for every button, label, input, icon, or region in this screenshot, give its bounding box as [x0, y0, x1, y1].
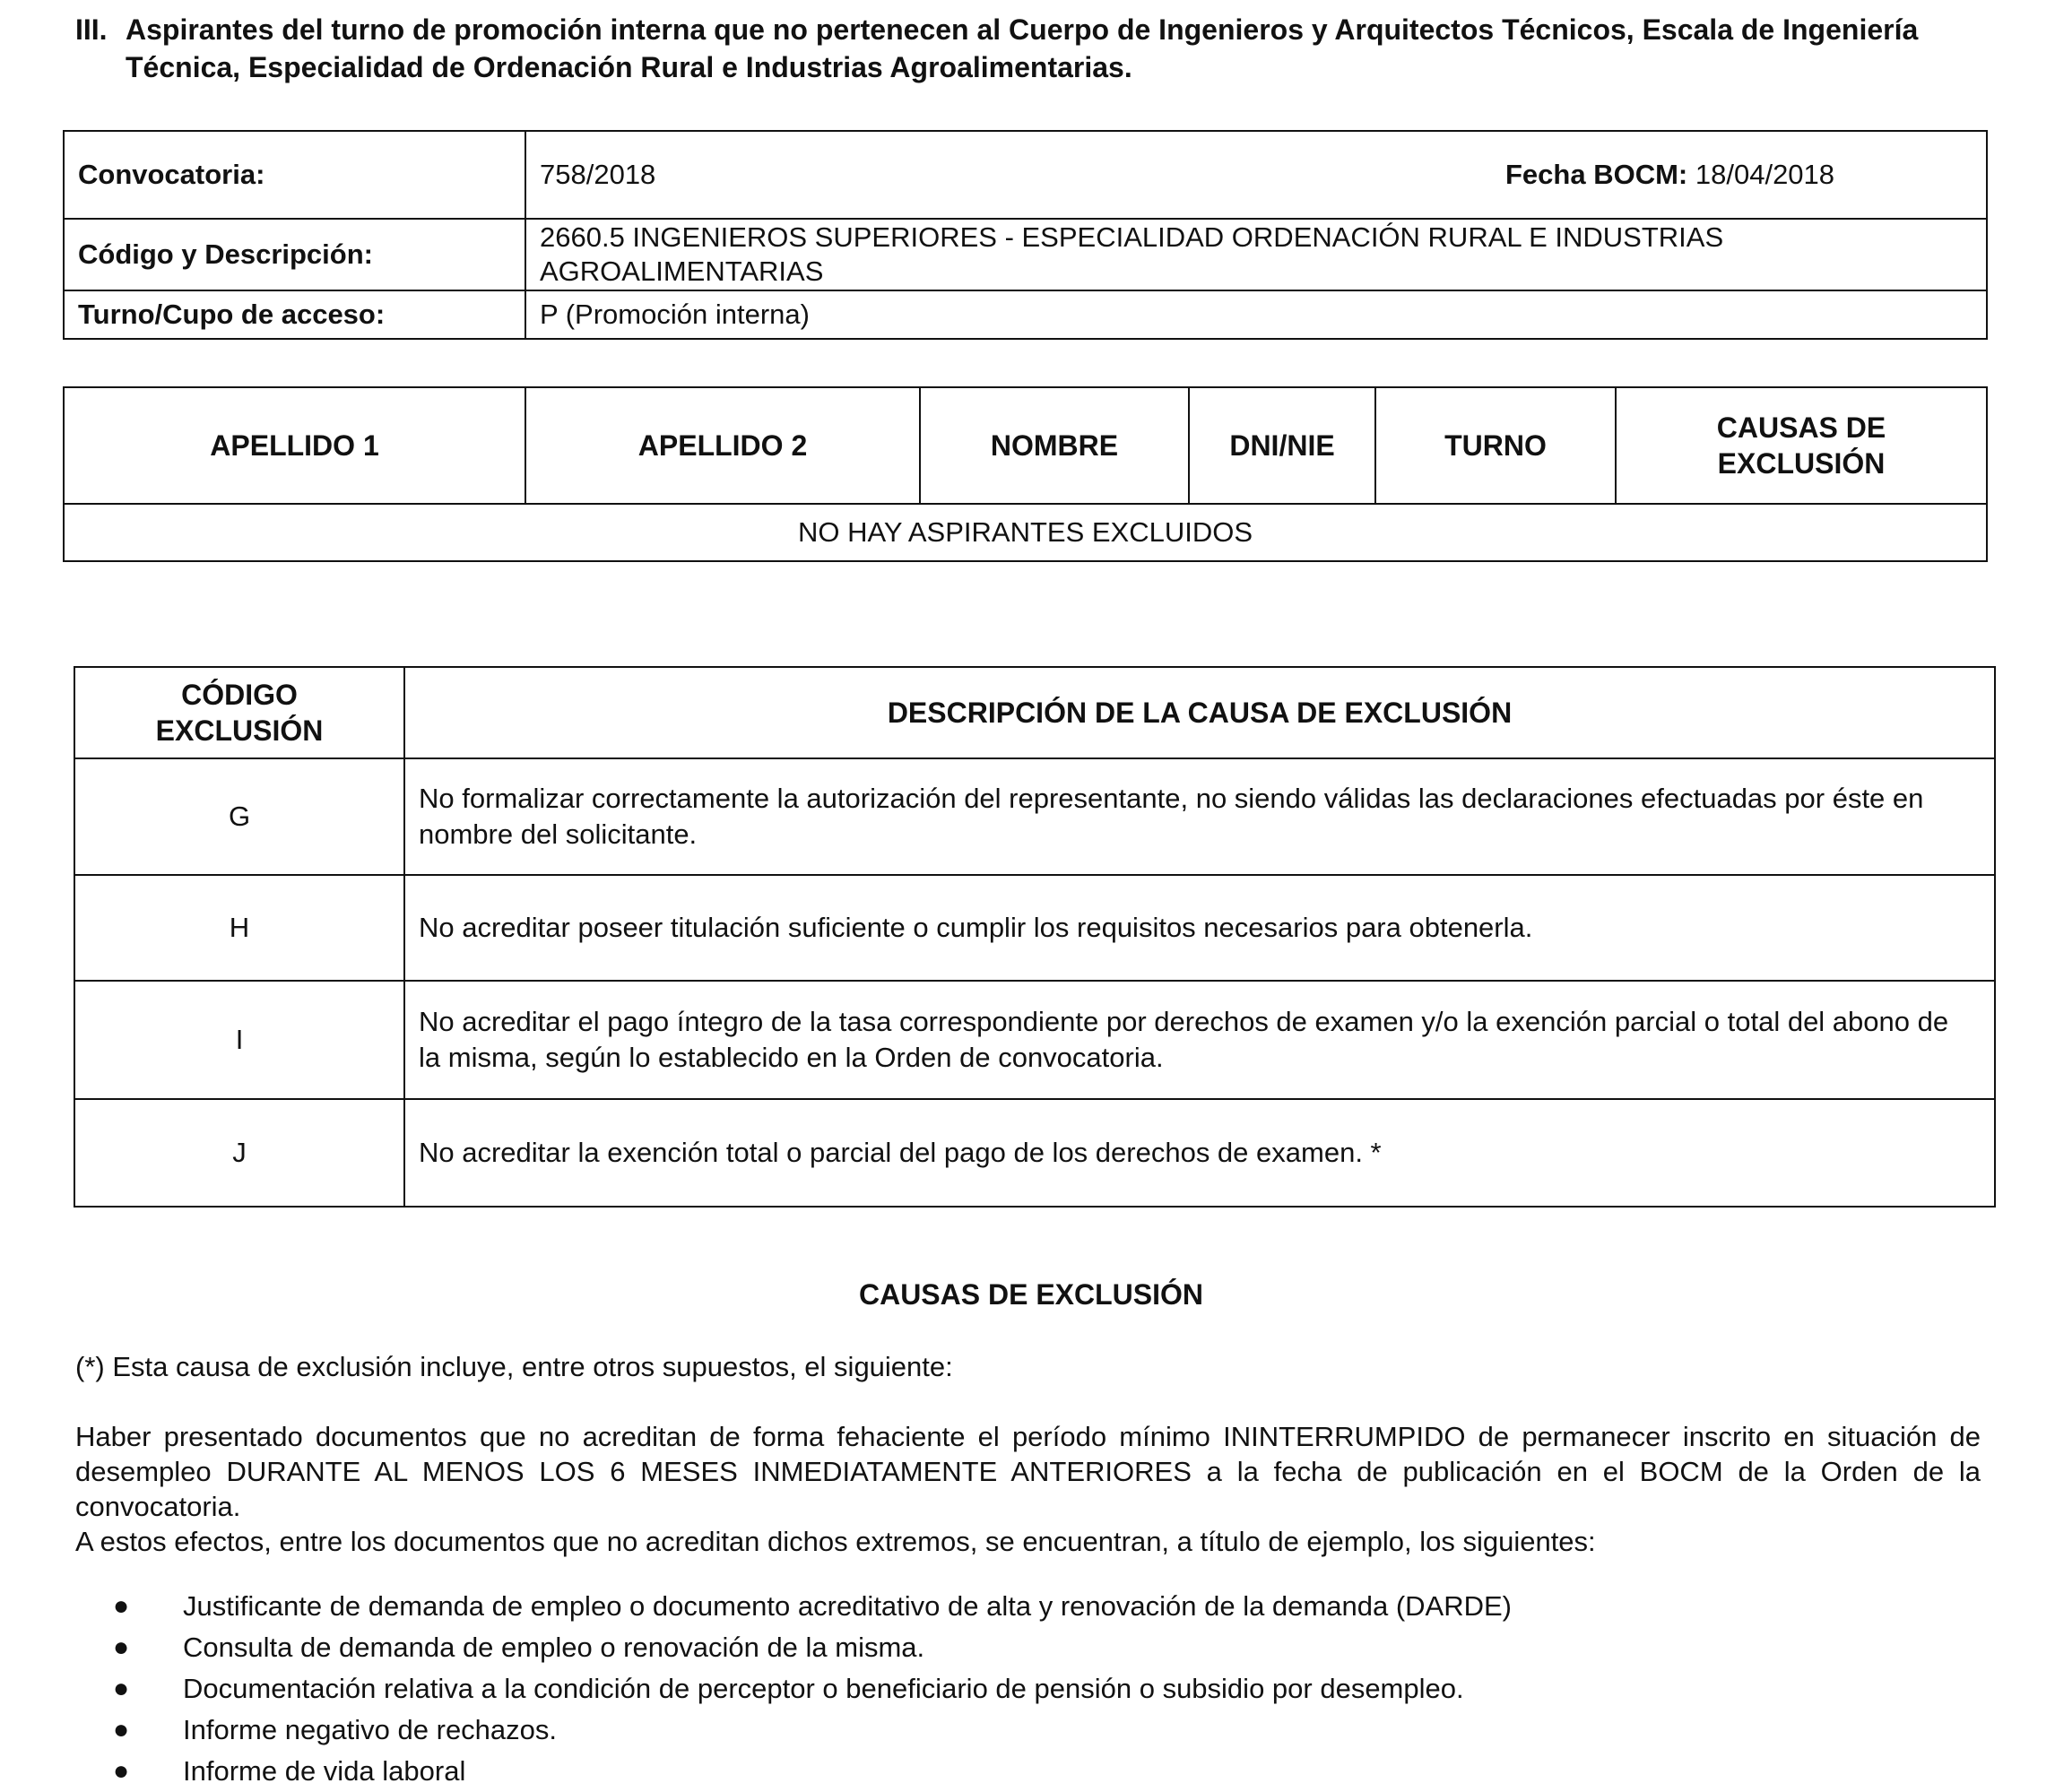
info-row-convocatoria [64, 131, 1987, 219]
bullet-icon: ● [113, 1674, 130, 1703]
code-value: H [74, 875, 404, 981]
codigo-value: 2660.5 INGENIEROS SUPERIORES - ESPECIALIDAD ORDENACIÓN RURAL E INDUSTRIAS AGROALIMENTARIAS [525, 219, 1987, 290]
section-number: III. [75, 13, 108, 46]
list-item-text: Documentación relativa a la condición de perceptor o beneficiario de pensión o subsidio por desempleo. [183, 1673, 1464, 1704]
header-nombre: NOMBRE [920, 387, 1189, 504]
fecha-value: 18/04/2018 [1695, 159, 1835, 190]
excluded-applicants-table [63, 386, 1988, 562]
code-value: J [74, 1099, 404, 1207]
list-item [75, 1668, 1981, 1710]
fecha-label: Fecha BOCM: [1505, 159, 1688, 190]
documents-list [75, 1586, 1981, 1792]
convocatoria-label: Convocatoria: [64, 131, 525, 219]
codigo-label: Código y Descripción: [64, 219, 525, 290]
excluded-empty-row [64, 504, 1987, 561]
convocatoria-info-table [63, 130, 1988, 340]
exclusion-note: (*) Esta causa de exclusión incluye, entre otros supuestos, el siguiente: [75, 1351, 953, 1382]
code-description: No acreditar la exención total o parcial del pago de los derechos de examen. * [404, 1099, 1995, 1207]
list-item-text: Justificante de demanda de empleo o documento acreditativo de alta y renovación de la demanda (DARDE) [183, 1590, 1512, 1622]
convocatoria-value: 758/2018 [540, 159, 656, 190]
list-item [75, 1586, 1981, 1627]
turno-label: Turno/Cupo de acceso: [64, 290, 525, 339]
list-item [75, 1751, 1981, 1792]
header-dni-nie: DNI/NIE [1189, 387, 1375, 504]
info-row-turno [64, 290, 1987, 339]
header-descripcion: DESCRIPCIÓN DE LA CAUSA DE EXCLUSIÓN [404, 667, 1995, 758]
code-description: No acreditar poseer titulación suficiente o cumplir los requisitos necesarios para obtenerla. [404, 875, 1995, 981]
list-item-text: Informe negativo de rechazos. [183, 1714, 558, 1745]
bullet-icon: ● [113, 1591, 130, 1621]
exclusion-paragraph: Haber presentado documentos que no acreditan de forma fehaciente el período mínimo ININTERRUMPIDO de permanecer inscrito en situación de desempleo DURANTE AL MENOS LOS 6 MESES INMEDIATAMENTE ANTERIORES a la fecha de publicación en el BOCM de la Orden de la convocatoria. [75, 1421, 1981, 1522]
code-row [74, 875, 1995, 981]
excluded-header-row [64, 387, 1987, 504]
header-apellido-2: APELLIDO 2 [525, 387, 920, 504]
code-row [74, 1099, 1995, 1207]
fecha-bocm [1505, 158, 1834, 192]
code-description: No formalizar correctamente la autorización del representante, no siendo válidas las declaraciones efectuadas por éste en nombre del solicitante. [404, 758, 1995, 875]
codes-header-row [74, 667, 1995, 758]
bullet-icon: ● [113, 1632, 130, 1662]
bullet-icon: ● [113, 1756, 130, 1786]
header-causas-exclusion: CAUSAS DE EXCLUSIÓN [1616, 387, 1987, 504]
header-turno: TURNO [1375, 387, 1616, 504]
section-title: Aspirantes del turno de promoción interna que no pertenecen al Cuerpo de Ingenieros y Arquitectos Técnicos, Escala de Ingeniería Técnica, Especialidad de Ordenación Rural e Industrias Agroalimentarias. [126, 13, 1919, 83]
section-heading [75, 11, 2003, 86]
code-row [74, 758, 1995, 875]
list-item-text: Informe de vida laboral [183, 1755, 466, 1787]
convocatoria-cell [525, 131, 1987, 219]
examples-intro: A estos efectos, entre los documentos que no acreditan dichos extremos, se encuentran, a título de ejemplo, los siguientes: [75, 1526, 1596, 1557]
no-excluded-message: NO HAY ASPIRANTES EXCLUIDOS [64, 504, 1987, 561]
code-value: I [74, 981, 404, 1099]
info-row-codigo [64, 219, 1987, 290]
list-item [75, 1710, 1981, 1751]
code-description: No acreditar el pago íntegro de la tasa correspondiente por derechos de examen y/o la exención parcial o total del abono de la misma, según lo establecido en la Orden de convocatoria. [404, 981, 1995, 1099]
header-codigo-exclusion: CÓDIGO EXCLUSIÓN [74, 667, 404, 758]
code-value: G [74, 758, 404, 875]
turno-value: P (Promoción interna) [525, 290, 1987, 339]
list-item-text: Consulta de demanda de empleo o renovación de la misma. [183, 1632, 925, 1663]
exclusion-codes-table [74, 666, 1996, 1208]
code-row [74, 981, 1995, 1099]
list-item [75, 1627, 1981, 1668]
bullet-icon: ● [113, 1715, 130, 1744]
header-apellido-1: APELLIDO 1 [64, 387, 525, 504]
causes-heading: CAUSAS DE EXCLUSIÓN [858, 1278, 1204, 1311]
